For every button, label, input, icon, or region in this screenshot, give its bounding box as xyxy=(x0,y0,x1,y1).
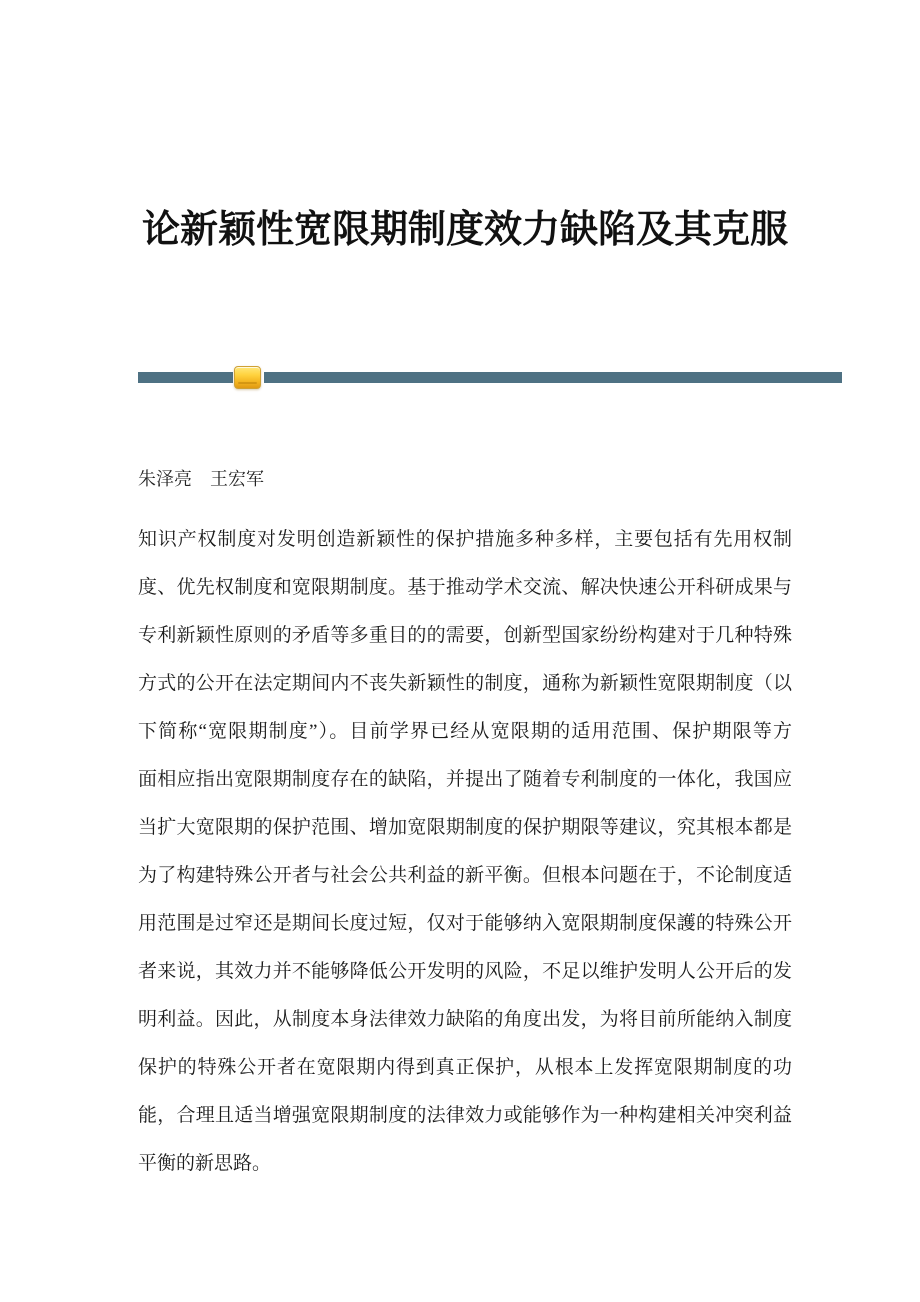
body-line: 面相应指出宽限期制度存在的缺陷，并提出了随着专利制度的一体化，我国应 xyxy=(138,769,792,790)
body-line: 用范围是过窄还是期间长度过短，仅对于能够纳入宽限期制度保護的特殊公开 xyxy=(138,913,792,934)
title-divider xyxy=(138,372,842,383)
body-line: 平衡的新思路。 xyxy=(138,1153,272,1174)
body-line: 知识产权制度对发明创造新颖性的保护措施多种多样，主要包括有先用权制 xyxy=(138,529,792,550)
divider-bar-right xyxy=(264,372,842,383)
body-line: 为了构建特殊公开者与社会公共利益的新平衡。但根本问题在于，不论制度适 xyxy=(138,865,792,886)
body-line: 度、优先权制度和宽限期制度。基于推动学术交流、解决快速公开科研成果与 xyxy=(138,577,792,598)
article-title: 论新颖性宽限期制度效力缺陷及其克服 xyxy=(141,209,788,251)
body-line: 者来说，其效力并不能够降低公开发明的风险，不足以维护发明人公开后的发 xyxy=(138,961,792,982)
body-line: 明利益。因此，从制度本身法律效力缺陷的角度出发，为将目前所能纳入制度 xyxy=(138,1009,792,1030)
authors-line: 朱泽亮 王宏军 xyxy=(138,469,264,489)
body-line: 下简称“宽限期制度”）。目前学界已经从宽限期的适用范围、保护期限等方 xyxy=(138,721,792,742)
gold-book-icon xyxy=(234,366,261,389)
abstract-paragraph xyxy=(138,516,792,1188)
body-line: 方式的公开在法定期间内不丧失新颖性的制度，通称为新颖性宽限期制度（以 xyxy=(138,673,792,694)
divider-bar-left xyxy=(138,372,233,383)
body-line: 当扩大宽限期的保护范围、增加宽限期制度的保护期限等建议，究其根本都是 xyxy=(138,817,792,838)
body-line: 保护的特殊公开者在宽限期内得到真正保护，从根本上发挥宽限期制度的功 xyxy=(138,1057,792,1078)
body-line: 专利新颖性原则的矛盾等多重目的的需要，创新型国家纷纷构建对于几种特殊 xyxy=(138,625,792,646)
body-line: 能，合理且适当增强宽限期制度的法律效力或能够作为一种构建相关冲突利益 xyxy=(138,1105,792,1126)
